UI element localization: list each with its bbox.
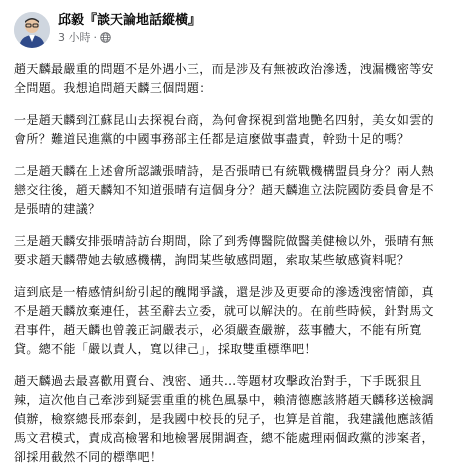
avatar[interactable] <box>14 12 50 48</box>
post-paragraph-6: 趙天麟過去最喜歡用賣台、洩密、通共...等題材攻擊政治對手，下手既狠且辣，這次他自己牽涉到疑雲重重的桃色風暴中，賴清德應該將趙天麟移送檢調偵辦，檢察總長邢泰釗，是我國中校長的兒子，也算是首龍，我建議他應該循馬文君模式，責成高檢署和地檢署展開調查，總不能處理兩個政黨的涉案者，卻採用截然不同的標準吧！ <box>14 374 434 464</box>
separator-dot: · <box>93 31 97 44</box>
globe-icon[interactable] <box>100 32 111 43</box>
post-paragraph-2: 一是趙天麟到江蘇昆山去探視台商，為何會探視到當地艷名四射，美女如雲的會所？難道民進黨的中國事務部主任都是這麼做事盡責，幹勁十足的嗎？ <box>14 113 434 146</box>
post-paragraph-5: 這到底是一樁感情糾紛引起的醜聞爭議，還是涉及更要命的滲透洩密情節，真不是趙天麟放棄連任，甚至辭去立委，就可以解決的。在前些時候，針對馬文君事件，趙天麟也曾義正詞嚴表示，必須嚴查嚴辦，茲事體大，不能有所寬貸。總不能「嚴以責人，寬以律己」，採取雙重標準吧！ <box>14 285 434 356</box>
post-paragraph-3: 二是趙天麟在上述會所認識張晴詩，是否張晴已有統戰機構盟員身分？兩人熱戀交往後，趙天麟知不知道張晴有這個身分？趙天麟進立法院國防委員會是不是張晴的建議？ <box>14 164 434 216</box>
post-paragraph-4: 三是趙天麟安排張晴詩訪台期間，除了到秀傳醫院做醫美健檢以外，張晴有無要求趙天麟帶她去敏感機構，詢問某些敏感問題，索取某些敏感資料呢？ <box>14 234 434 267</box>
author-name[interactable]: 邱毅『談天論地話縱橫』 <box>58 13 202 28</box>
post-subline <box>58 30 201 45</box>
post-timestamp[interactable]: 3 小時 <box>58 31 91 44</box>
post-paragraph-1: 趙天麟最嚴重的問題不是外遇小三，而是涉及有無被政治滲透，洩漏機密等安全問題。我想追問趙天麟三個問題： <box>14 62 434 95</box>
post-meta <box>58 10 201 45</box>
post-header <box>14 10 440 54</box>
post-body <box>14 60 440 467</box>
avatar-image <box>14 12 50 48</box>
